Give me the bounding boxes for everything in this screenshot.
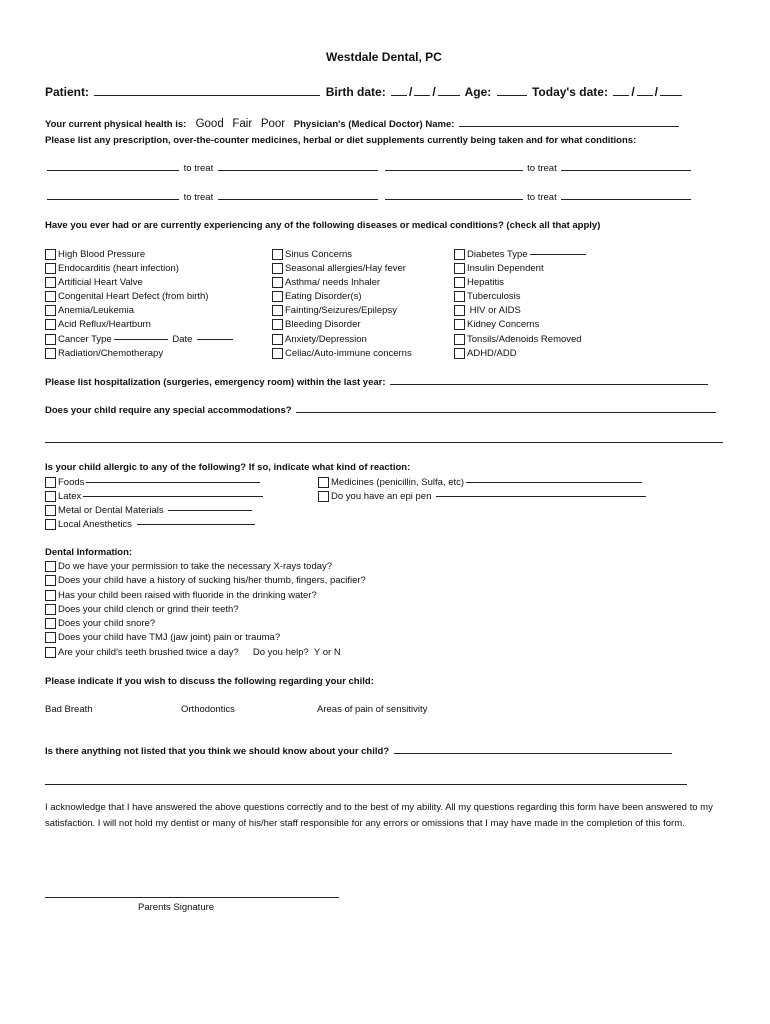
birth-date-label: Birth date: xyxy=(325,85,386,99)
condition-label: Anemia/Leukemia xyxy=(58,304,135,316)
med-field[interactable] xyxy=(47,199,179,200)
checkbox[interactable] xyxy=(454,348,465,359)
checkbox[interactable] xyxy=(454,249,465,260)
checkbox[interactable] xyxy=(45,519,56,530)
checkbox[interactable] xyxy=(272,263,283,274)
dental-item[interactable] xyxy=(45,559,332,573)
condition-field[interactable] xyxy=(218,170,378,171)
checkbox[interactable] xyxy=(454,277,465,288)
discuss-option-orthodontics[interactable]: Orthodontics xyxy=(181,704,235,715)
checkbox[interactable] xyxy=(45,291,56,302)
condition-label: Sinus Concerns xyxy=(285,248,353,260)
checkbox[interactable] xyxy=(272,348,283,359)
checkbox[interactable] xyxy=(45,561,56,572)
checkbox[interactable] xyxy=(318,477,329,488)
dental-item[interactable] xyxy=(45,588,317,602)
checkbox[interactable] xyxy=(45,263,56,274)
checkbox[interactable] xyxy=(272,319,283,330)
checkbox[interactable] xyxy=(45,647,56,658)
patient-label: Patient: xyxy=(45,85,90,99)
do-you-help-label: Do you help? Y or N xyxy=(252,646,341,658)
condition-label: Cancer Type xyxy=(58,333,112,345)
allergy-reaction-field[interactable] xyxy=(86,482,260,483)
condition-label: Fainting/Seizures/Epilepsy xyxy=(285,304,397,316)
checkbox[interactable] xyxy=(45,334,56,345)
dental-label: Are your child's teeth brushed twice a day? xyxy=(58,646,239,658)
accommodations-label: Does your child require any special accommodations? xyxy=(45,405,292,416)
allergy-item-latex[interactable] xyxy=(45,489,265,503)
condition-item[interactable] xyxy=(45,261,179,275)
health-label: Your current physical health is: xyxy=(45,119,187,130)
condition-item-diabetes[interactable] xyxy=(454,247,588,261)
allergy-item-metal[interactable] xyxy=(45,503,254,517)
condition-label: Tonsils/Adenoids Removed xyxy=(467,333,582,345)
form-title: Westdale Dental, PC xyxy=(326,50,442,64)
allergy-label: Medicines (penicillin, Sulfa, etc) xyxy=(331,476,465,488)
anything-else-row xyxy=(45,746,674,757)
condition-item[interactable] xyxy=(454,289,521,303)
dental-item[interactable] xyxy=(45,616,155,630)
hospitalization-field[interactable] xyxy=(390,384,708,385)
checkbox[interactable] xyxy=(45,590,56,601)
condition-label: Endocarditis (heart infection) xyxy=(58,262,179,274)
physician-name-field[interactable] xyxy=(459,126,679,127)
condition-item[interactable] xyxy=(454,275,504,289)
checkbox[interactable] xyxy=(45,505,56,516)
checkbox[interactable] xyxy=(45,477,56,488)
dental-label: Does your child snore? xyxy=(58,617,156,629)
allergy-label: Do you have an epi pen xyxy=(331,490,432,502)
birth-month-field[interactable] xyxy=(391,95,407,96)
health-option-good[interactable]: Good xyxy=(195,118,224,130)
condition-item[interactable] xyxy=(454,261,544,275)
dental-item[interactable] xyxy=(45,630,280,644)
today-year-field[interactable] xyxy=(660,95,682,96)
med-field[interactable] xyxy=(385,170,523,171)
checkbox[interactable] xyxy=(272,291,283,302)
checkbox[interactable] xyxy=(454,334,465,345)
patient-row: Patient: Birth date: / / Age: Today's date: / / xyxy=(45,85,684,99)
condition-label: ADHD/ADD xyxy=(467,347,517,359)
condition-label: High Blood Pressure xyxy=(58,248,146,260)
dental-item[interactable] xyxy=(45,602,239,616)
condition-item[interactable] xyxy=(454,332,582,346)
to-treat-label: to treat xyxy=(183,192,214,203)
anything-else-label: Is there anything not listed that you think we should know about your child? xyxy=(45,746,390,757)
condition-item[interactable] xyxy=(272,289,362,303)
allergy-item-foods[interactable] xyxy=(45,475,262,489)
checkbox[interactable] xyxy=(45,632,56,643)
condition-label: Tuberculosis xyxy=(467,290,521,302)
diabetes-type-field[interactable] xyxy=(530,254,586,255)
allergy-label: Local Anesthetics xyxy=(58,518,132,530)
condition-label: Bleeding Disorder xyxy=(285,318,361,330)
allergy-item-anesthetics[interactable] xyxy=(45,517,257,531)
condition-item[interactable] xyxy=(45,317,151,331)
cancer-date-field[interactable] xyxy=(197,339,233,340)
dental-label: Has your child been raised with fluoride in the drinking water? xyxy=(58,589,317,601)
signature-line[interactable] xyxy=(45,897,339,898)
condition-item[interactable] xyxy=(272,275,380,289)
allergy-label: Foods xyxy=(58,476,85,488)
checkbox[interactable] xyxy=(272,277,283,288)
signature-label: Parents Signature xyxy=(138,902,215,913)
condition-field[interactable] xyxy=(218,199,378,200)
condition-label: Asthma/ needs Inhaler xyxy=(285,276,381,288)
checkbox[interactable] xyxy=(272,334,283,345)
condition-label: HIV or AIDS xyxy=(467,304,521,316)
condition-item-cancer[interactable] xyxy=(45,332,235,346)
condition-label: Seasonal allergies/Hay fever xyxy=(285,262,406,274)
condition-label: Artificial Heart Valve xyxy=(58,276,143,288)
dental-label: Does your child have TMJ (jaw joint) pain or trauma? xyxy=(58,631,281,643)
condition-item[interactable] xyxy=(272,303,397,317)
cancer-type-field[interactable] xyxy=(114,339,168,340)
condition-label: Anxiety/Depression xyxy=(285,333,367,345)
patient-name-field[interactable] xyxy=(94,95,320,96)
condition-item[interactable] xyxy=(454,317,539,331)
conditions-question: Have you ever had or are currently experiencing any of the following diseases or medical conditions? (check all that apply) xyxy=(45,220,601,231)
condition-field[interactable] xyxy=(561,170,691,171)
condition-label: Celiac/Auto-immune concerns xyxy=(285,347,412,359)
allergies-question: Is your child allergic to any of the following? If so, indicate what kind of reaction: xyxy=(45,462,411,473)
condition-item[interactable] xyxy=(454,303,521,317)
health-row xyxy=(45,118,681,130)
condition-item[interactable] xyxy=(272,332,367,346)
meds-instruction: Please list any prescription, over-the-counter medicines, herbal or diet supplements currently being taken and for what conditions: xyxy=(45,135,637,146)
meds-row-2 xyxy=(45,192,693,203)
checkbox[interactable] xyxy=(45,249,56,260)
checkbox[interactable] xyxy=(454,305,465,316)
med-field[interactable] xyxy=(47,170,179,171)
hospitalization-label: Please list hospitalization (surgeries, emergency room) within the last year: xyxy=(45,377,386,388)
allergy-reaction-field[interactable] xyxy=(137,524,255,525)
accommodations-extra-line[interactable] xyxy=(45,442,723,443)
acknowledgement-text: I acknowledge that I have answered the above questions correctly and to the best of my ability. All my questions regarding this form have been answered to my satisfaction. I will not hold my dentist or many of his/her staff responsible for any errors or omissions that I may have made in the completion of this form. xyxy=(45,802,713,829)
anything-else-extra-line[interactable] xyxy=(45,784,687,785)
dental-heading: Dental Information: xyxy=(45,547,133,558)
condition-label: Kidney Concerns xyxy=(467,318,540,330)
checkbox[interactable] xyxy=(454,319,465,330)
dental-label: Does your child clench or grind their teeth? xyxy=(58,603,239,615)
to-treat-label: to treat xyxy=(183,163,214,174)
today-day-field[interactable] xyxy=(637,95,653,96)
birth-day-field[interactable] xyxy=(414,95,430,96)
checkbox[interactable] xyxy=(45,575,56,586)
allergy-item-medicines[interactable] xyxy=(318,475,644,489)
anything-else-field[interactable] xyxy=(394,753,672,754)
meds-row-1 xyxy=(45,163,693,174)
dental-label: Do we have your permission to take the necessary X-rays today? xyxy=(58,560,333,572)
allergy-label: Metal or Dental Materials xyxy=(58,504,164,516)
checkbox[interactable] xyxy=(45,305,56,316)
accommodations-field[interactable] xyxy=(296,412,716,413)
age-label: Age: xyxy=(464,85,492,99)
checkbox[interactable] xyxy=(454,263,465,274)
allergy-reaction-field[interactable] xyxy=(168,510,252,511)
condition-item[interactable] xyxy=(272,261,406,275)
checkbox[interactable] xyxy=(454,291,465,302)
checkbox[interactable] xyxy=(45,277,56,288)
health-option-poor[interactable]: Poor xyxy=(260,118,286,130)
discuss-option-pain[interactable]: Areas of pain of sensitivity xyxy=(317,704,428,715)
allergy-reaction-field[interactable] xyxy=(83,496,263,497)
hospitalization-row xyxy=(45,377,710,388)
dental-item[interactable] xyxy=(45,645,341,659)
checkbox[interactable] xyxy=(45,618,56,629)
condition-label: Hepatitis xyxy=(467,276,504,288)
health-option-fair[interactable]: Fair xyxy=(232,118,253,130)
condition-item[interactable] xyxy=(45,247,145,261)
discuss-option-bad-breath[interactable]: Bad Breath xyxy=(45,704,93,715)
checkbox[interactable] xyxy=(45,604,56,615)
checkbox[interactable] xyxy=(272,249,283,260)
allergy-item-epi-pen[interactable] xyxy=(318,489,648,503)
dental-label: Does your child have a history of sucking his/her thumb, fingers, pacifier? xyxy=(58,574,366,586)
condition-item[interactable] xyxy=(272,346,412,360)
checkbox[interactable] xyxy=(45,319,56,330)
dental-item[interactable] xyxy=(45,573,366,587)
epi-pen-field[interactable] xyxy=(436,496,646,497)
checkbox[interactable] xyxy=(318,491,329,502)
today-month-field[interactable] xyxy=(613,95,629,96)
to-treat-label: to treat xyxy=(527,192,557,203)
checkbox[interactable] xyxy=(45,348,56,359)
todays-date-label: Today's date: xyxy=(531,85,608,99)
condition-item[interactable] xyxy=(272,247,352,261)
cancer-date-label: Date xyxy=(172,333,193,345)
checkbox[interactable] xyxy=(272,305,283,316)
condition-item[interactable] xyxy=(45,346,163,360)
condition-label: Diabetes Type xyxy=(467,248,528,260)
to-treat-label: to treat xyxy=(527,163,557,174)
condition-label: Acid Reflux/Heartburn xyxy=(58,318,151,330)
condition-label: Insulin Dependent xyxy=(467,262,544,274)
condition-item[interactable] xyxy=(454,346,517,360)
allergy-reaction-field[interactable] xyxy=(466,482,642,483)
physician-label: Physician's (Medical Doctor) Name: xyxy=(293,119,455,130)
med-field[interactable] xyxy=(385,199,523,200)
condition-label: Congenital Heart Defect (from birth) xyxy=(58,290,209,302)
checkbox[interactable] xyxy=(45,491,56,502)
birth-year-field[interactable] xyxy=(438,95,460,96)
condition-item[interactable] xyxy=(45,275,143,289)
condition-item[interactable] xyxy=(272,317,361,331)
condition-label: Radiation/Chemotherapy xyxy=(58,347,164,359)
condition-label: Eating Disorder(s) xyxy=(285,290,362,302)
accommodations-row xyxy=(45,405,718,416)
discuss-heading: Please indicate if you wish to discuss the following regarding your child: xyxy=(45,676,374,687)
condition-item[interactable] xyxy=(45,289,208,303)
condition-item[interactable] xyxy=(45,303,134,317)
allergy-label: Latex xyxy=(58,490,82,502)
age-field[interactable] xyxy=(497,95,527,96)
condition-field[interactable] xyxy=(561,199,691,200)
